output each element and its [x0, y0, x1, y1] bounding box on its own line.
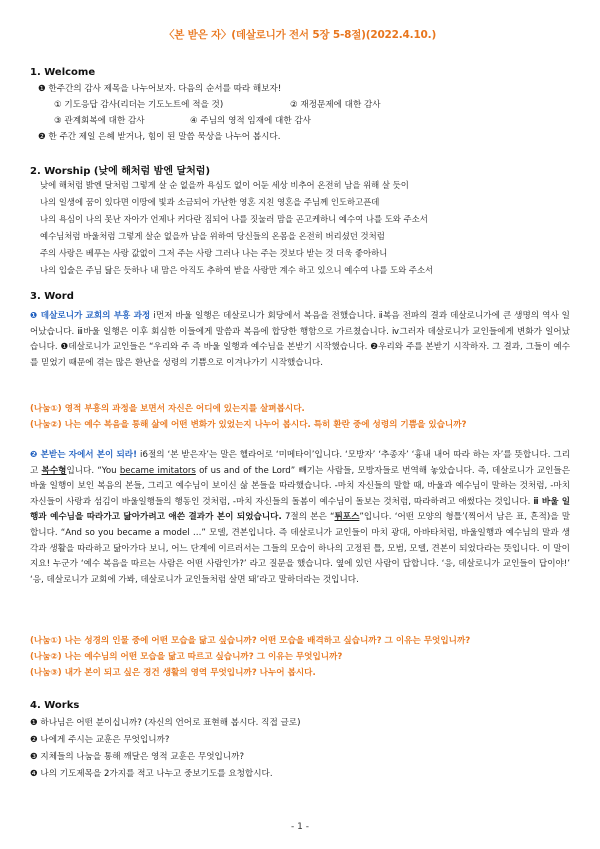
welcome-item-2: ❷ 한 주간 제일 은혜 받거나, 힘이 된 말씀 묵상을 나누어 봅시다.: [38, 132, 281, 142]
paragraph-1-lead: ❶ 데살로니가 교회의 부흥 과정: [30, 311, 151, 321]
lyric-line: 낮에 해처럼 밝엔 달처럼 그렇게 살 순 없을까 욕심도 없이 어둔 세상 비추어 온전히 남을 위해 살 듯이: [40, 180, 409, 190]
word-heading: 3. Word: [30, 291, 74, 302]
welcome-item-1: ❶ 한주간의 감사 제목을 나누어보자. 다음의 순서를 따라 해보자!: [38, 84, 282, 94]
paragraph-2-text-e: ”입니다. ‘어떤 모양의 형틀’(찍어서 남은 표, 흔적)을 말합니다. “And so you became a model …” 모델, 견본입니다. 즉 데살로니가 교인들이 마치 광대, 아바타처럼, 바울일행과 예수님의 말과 생각과 생활을 따라하고 닮아가다 보니, 어느 단계에 이르러서는 그들의 모습이 하나의 고정된 틀, 모범, 모델, 견본이 되었다라는 뜻입니다. 이 말이지요! 누군가 ‘예수 복음을 따르는 사람은 어떤 사람인가?’ 라고 질문을 했습니다. 옆에 있던 사람이 답합니다. ‘응, 데살로니가 교인들이 답이야!’ ‘응, 데살로니가 교회에 가봐, 데살로니가 교인들처럼 살면 돼’라고 말하더라는 것입니다.: [30, 512, 571, 585]
page-number: - 1 -: [291, 822, 309, 832]
welcome-sub-2a: ③ 관계회복에 대한 감사: [54, 116, 145, 126]
paragraph-2-text-b: 입니다. “You: [66, 465, 117, 476]
welcome-sub-1b: ② 재정문제에 대한 감사: [290, 100, 381, 110]
works-item: ❶ 하나님은 어떤 분이십니까? (자신의 언어로 표현해 봅시다. 직접 글로): [30, 718, 301, 728]
sharing-question-2: (나눔②) 나는 예수 복음을 통해 삶에 어떤 변화가 있었는지 나누어 봅시다. 특히 환란 중에 성령의 기쁨을 있습니까?: [30, 420, 467, 430]
paragraph-2-text-a: ⅰ6절의 ‘본 받은자’는 말은 헬라어로 ‘미메타이’입니다. ‘모방자’ ‘추종자’ ‘흉내 내어 따라 하는 자’를 뜻합니다. 그리고: [30, 450, 570, 476]
paragraph-2-text-c: of us and of the Lord” 빼기는 사람들, 모방자들로 번역해 놓았습니다. 즉, 데살로니가 교인들은 바울 일행이 보인 복음의 본들, 그리고 예수님이 보이신 삶 본들을 따라했습니다. -마치 자신들의 말할 때, 바울과 예수님이 말하는 것처럼, -마치 자신들이 사랑과 섬김이 바울일행들의 행동인 것처럼, -마치 자신들의 돌봄이 예수님이 돌보는 것처럼, 따라하려고 애썼다는 것입니다.: [30, 465, 570, 507]
sharing-question-3: (나눔①) 나는 성경의 인물 중에 어떤 모습을 닮고 싶습니까? 어떤 모습을 배격하고 싶습니까? 그 이유는 무엇입니까?: [30, 636, 471, 646]
welcome-heading: 1. Welcome: [30, 67, 96, 78]
paragraph-2-text-d: 7절의 본은 “: [284, 512, 335, 523]
lyric-line: 나의 입술은 주님 닮은 듯하나 내 맘은 아직도 추하여 받을 사랑만 계수 하고 있으니 예수여 나를 도와 주소서: [40, 265, 434, 275]
welcome-sub-1a: ① 기도응답 감사(리더는 기도노트에 적을 것): [54, 100, 224, 110]
lyric-line: 예수님처럼 바울처럼 그렇게 살순 없을까 남을 위하여 당신들의 온몸을 온전히 버리셨던 것처럼: [40, 231, 385, 241]
sharing-question-1: (나눔①) 영적 부흥의 과정을 보면서 자신은 어디에 있는지를 살펴봅시다.: [30, 404, 305, 414]
paragraph-2-lead: ❷ 본받는 자에서 본이 되라!: [30, 450, 138, 460]
works-item: ❹ 나의 기도제목을 2가지를 적고 나누고 중보기도를 요청합시다.: [30, 769, 273, 779]
paragraph-2-underline-1: 복수형: [41, 465, 67, 476]
lyric-line: 나의 욕심이 나의 못난 자아가 언제나 커다란 짐되어 나를 짓눌러 맘을 곤고케하니 예수여 나를 도와 주소서: [40, 214, 428, 224]
lyric-line: 나의 일생에 꿈이 있다면 이땅에 빛과 소금되어 가난한 영혼 지친 영혼을 주님께 인도하고픈데: [40, 197, 380, 207]
paragraph-1-body: ⅰ먼저 바울 일행은 데살로니가 회당에서 복음을 전했습니다. ⅱ복음 전파의 결과 데살로니가에 큰 생명의 역사 일어났습니다. ⅲ바울 일행은 이후 회심한 이들에게 말씀과 복음에 합당한 행함으로 가르쳤습니다. ⅳ그러자 데살로니가 교인들에게 변화가 일어났습니다. ❶데살로니가 교인들은 “우리와 주 즉 바울 일행과 예수님을 본받기 시작했습니다. ❷우리와 주를 본받기 시작하자. 그 결과, 그들이 예수를 믿었기 때문에 겪는 많은 환난을 성령의 기쁨으로 이겨나가기 시작했습니다.: [30, 311, 570, 368]
welcome-sub-2b: ④ 주님의 영적 임재에 대한 감사: [190, 116, 311, 126]
works-heading: 4. Works: [30, 700, 80, 711]
lyric-line: 주의 사랑은 베푸는 사랑 값없이 그저 주는 사랑 그러나 나는 주는 것보다 받는 것 더욱 좋아하니: [40, 248, 388, 258]
sharing-question-5: (나눔③) 내가 본이 되고 싶은 경건 생활의 영역 무엇입니까? 나누어 봅시다.: [30, 668, 316, 678]
paragraph-2-underline-2: became imitators: [119, 465, 196, 476]
page-title: 〈본 받은 자〉(데살로니가 전서 5장 5-8절)(2022.4.10.): [163, 29, 437, 41]
works-item: ❸ 지체들의 나눔을 통해 깨달은 영적 교훈은 무엇입니까?: [30, 752, 245, 762]
sharing-question-4: (나눔②) 나는 예수님의 어떤 모습을 닮고 따르고 싶습니까? 그 이유는 무엇입니까?: [30, 652, 343, 662]
paragraph-2-underline-3: 튀포스: [334, 512, 360, 523]
word-paragraph-1: [30, 309, 570, 371]
paragraph-2-lead-2: ⅱ 바울 일행과 예수님을 따라가고 닮아가려고 애쓴 결과가 본이 되었습니다.: [30, 496, 571, 523]
word-paragraph-2: [30, 448, 570, 588]
worship-heading: 2. Worship (낮에 해처럼 밤엔 달처럼): [30, 166, 211, 177]
works-item: ❷ 나에게 주시는 교훈은 무엇입니까?: [30, 735, 170, 745]
